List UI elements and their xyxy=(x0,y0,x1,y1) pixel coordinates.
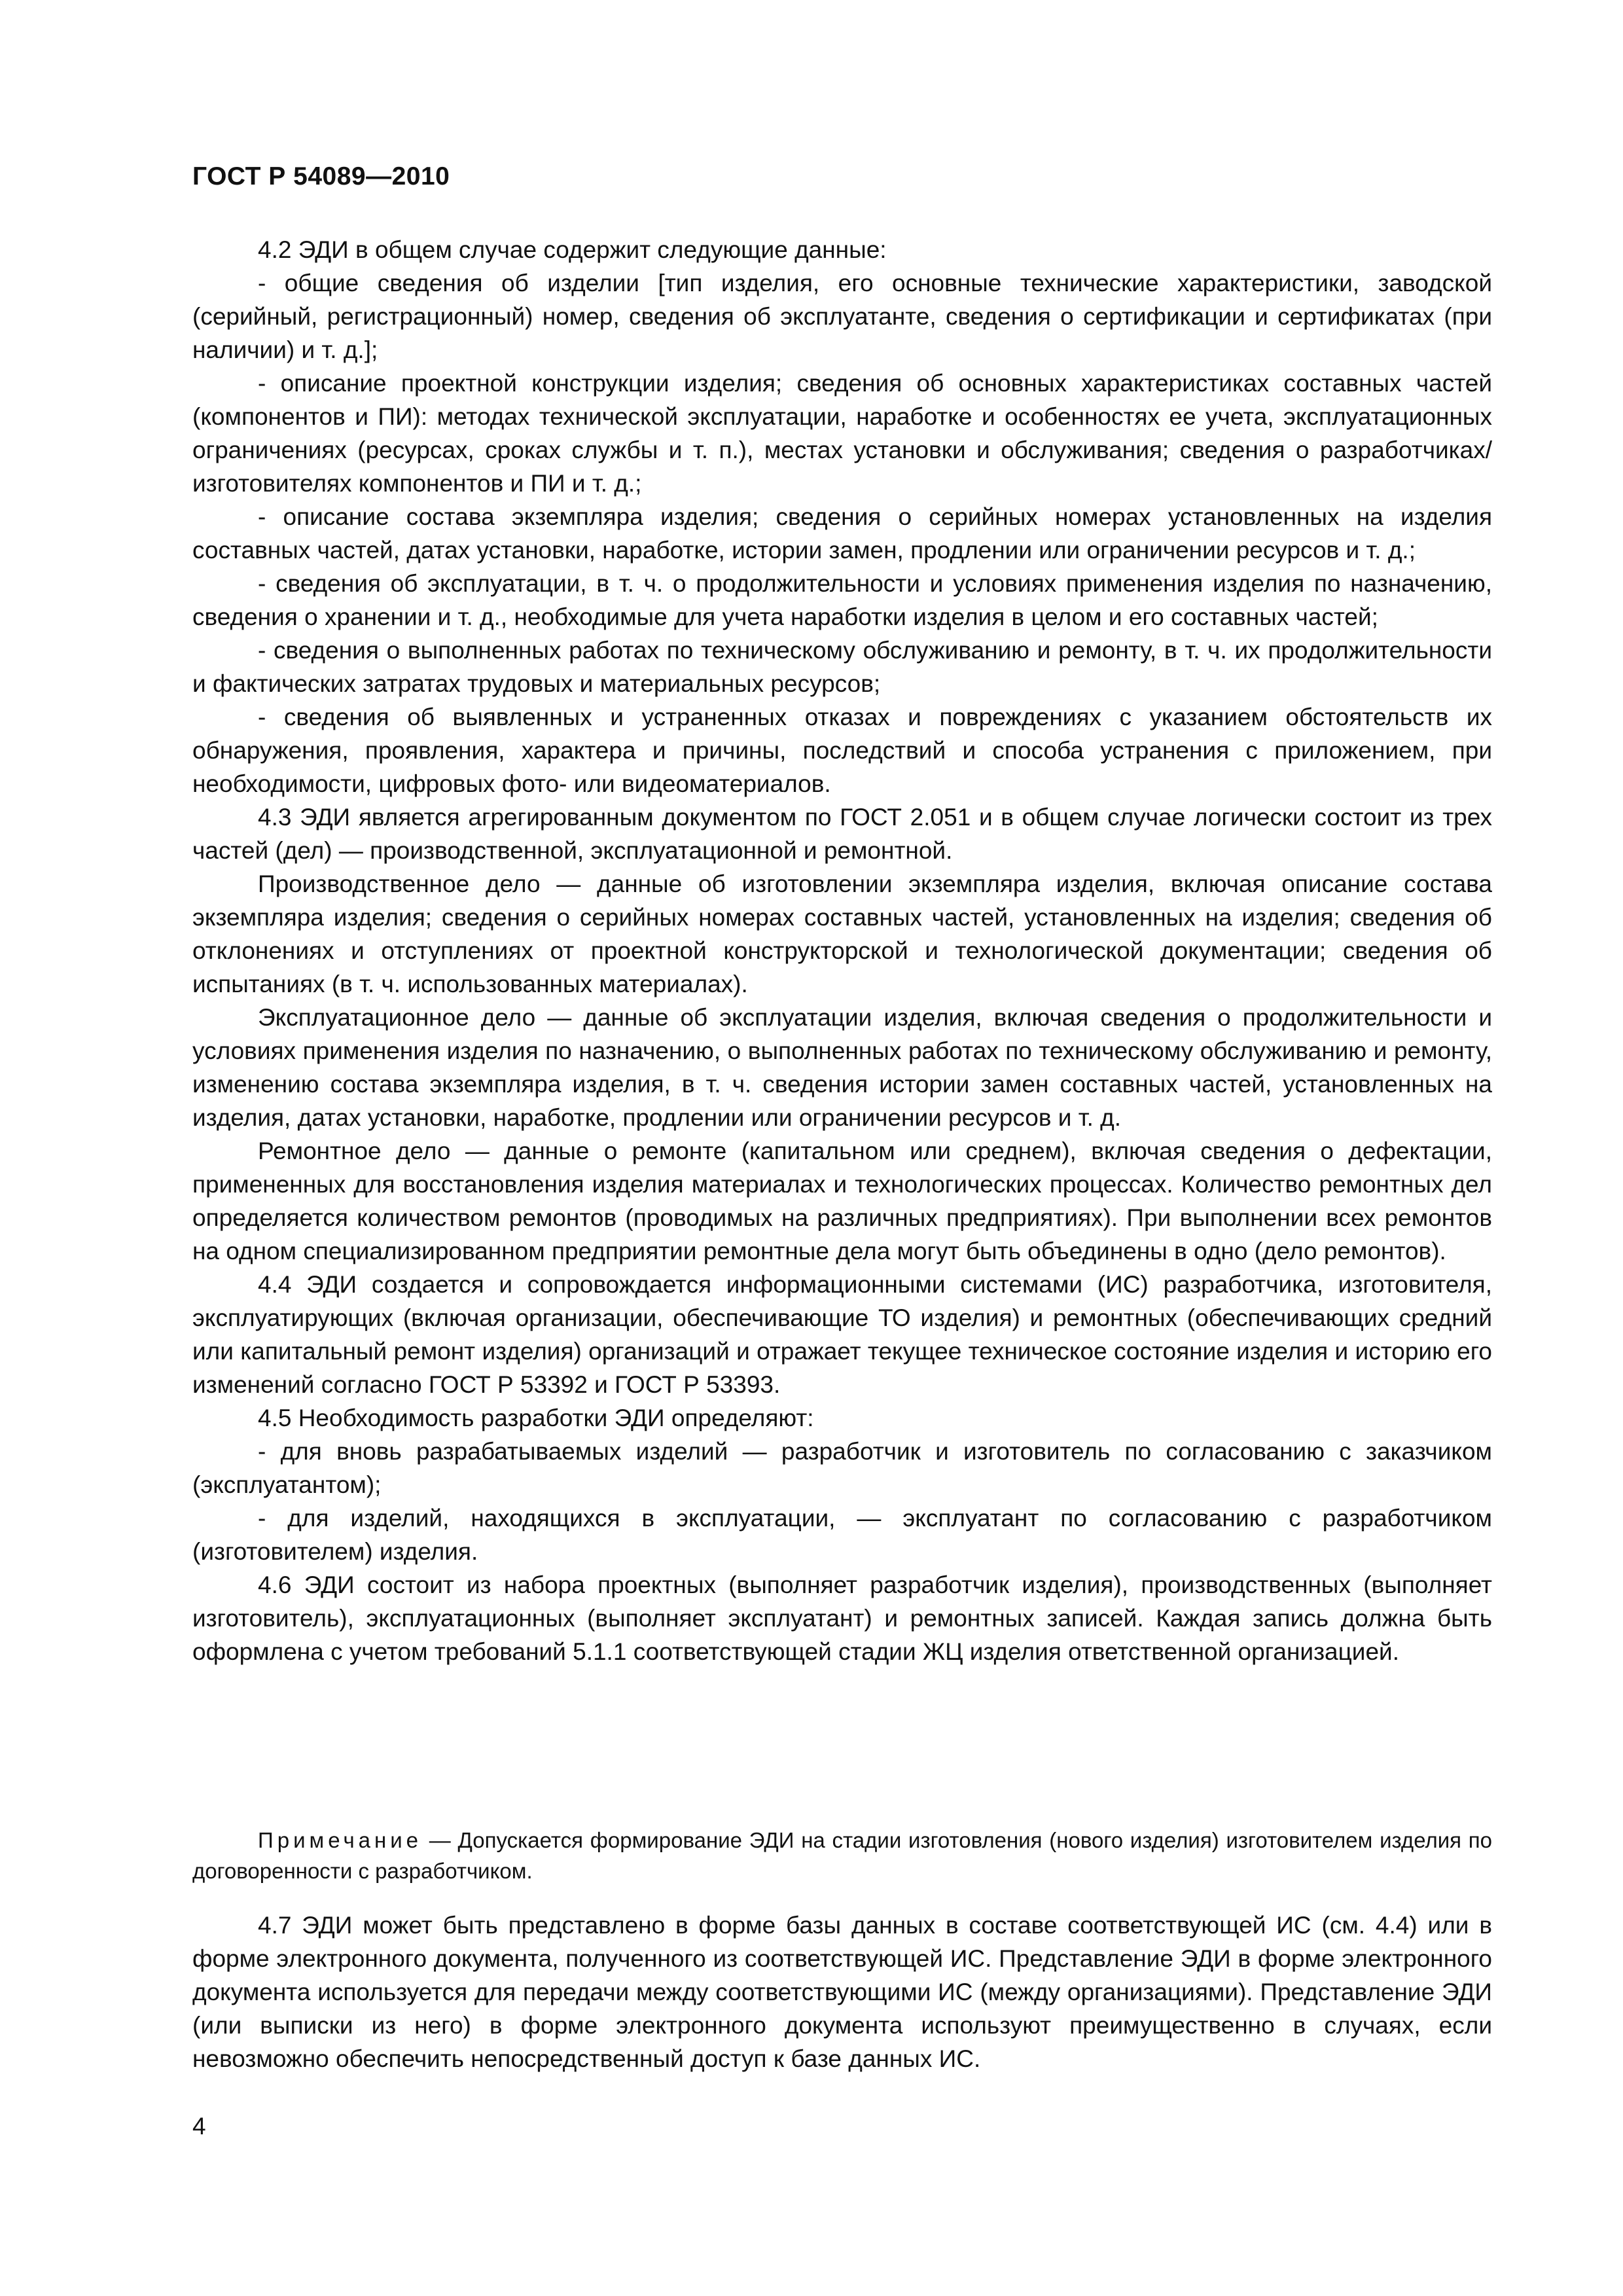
closing-text xyxy=(192,1909,1492,2075)
paragraph-production-file: Производственное дело — данные об изготовлении экземпляра изделия, включая описание состава экземпляра изделия; сведения о серийных номерах составных частей, установленных на изделия; сведения об отклонениях и отступлениях от проектной конструкторской и технологической документации; сведения об испытаниях (в т. ч. использованных материалах). xyxy=(192,870,1492,997)
list-item-operated-products: - для изделий, находящихся в эксплуатации, — эксплуатант по согласованию с разработчиком (изготовителем) изделия. xyxy=(192,1505,1492,1565)
paragraph-4-2: 4.2 ЭДИ в общем случае содержит следующие данные: xyxy=(258,236,887,263)
list-item-maintenance-info: - сведения о выполненных работах по техническому обслуживанию и ремонту, в т. ч. их продолжительности и фактических затратах трудовых и материальных ресурсов; xyxy=(192,637,1492,697)
paragraph-4-7: 4.7 ЭДИ может быть представлено в форме базы данных в составе соответствующей ИС (см. 4.4) или в форме электронного документа, полученного из соответствующей ИС. Представление ЭДИ в форме электронного документа используется для передачи между соответствующими ИС (между организациями). Представление ЭДИ (или выписки из него) в форме электронного документа используют преимущественно в случаях, если невозможно обеспечить непосредственный доступ к базе данных ИС. xyxy=(192,1912,1492,2072)
note-paragraph xyxy=(192,1825,1492,1886)
paragraph-4-6: 4.6 ЭДИ состоит из набора проектных (выполняет разработчик изделия), производственных (выполняет изготовитель), эксплуатационных (выполняет эксплуатант) и ремонтных записей. Каждая запись должна быть оформлена с учетом требований 5.1.1 соответствующей стадии ЖЦ изделия ответственной организацией. xyxy=(192,1571,1492,1665)
note-text: — Допускается формирование ЭДИ на стадии изготовления (нового изделия) изготовителем изделия по договоренности с разработчиком. xyxy=(192,1828,1492,1883)
list-item-instance-composition: - описание состава экземпляра изделия; сведения о серийных номерах установленных на изделия составных частей, датах установки, наработке, истории замен, продлении или ограничении ресурсов и т. д.; xyxy=(192,503,1492,564)
paragraph-4-5: 4.5 Необходимость разработки ЭДИ определяют: xyxy=(258,1405,814,1431)
list-item-failures-info: - сведения об выявленных и устраненных отказах и повреждениях с указанием обстоятельств их обнаружения, проявления, характера и причины, последствий и способа устранения с приложением, при необходимости, цифровых фото- или видеоматериалов. xyxy=(192,704,1492,797)
list-item-operation-info: - сведения об эксплуатации, в т. ч. о продолжительности и условиях применения изделия по назначению, сведения о хранении и т. д., необходимые для учета наработки изделия в целом и его составных частей; xyxy=(192,570,1492,630)
paragraph-operation-file: Эксплуатационное дело — данные об эксплуатации изделия, включая сведения о продолжительности и условиях применения изделия по назначению, о выполненных работах по техническому обслуживанию и ремонту, изменению состава экземпляра изделия, в т. ч. сведения истории замен составных частей, установленных на изделия, датах установки, наработке, продлении или ограничении ресурсов и т. д. xyxy=(192,1004,1492,1131)
document-code-header: ГОСТ Р 54089—2010 xyxy=(192,162,450,190)
paragraph-4-3: 4.3 ЭДИ является агрегированным документом по ГОСТ 2.051 и в общем случае логически состоит из трех частей (дел) — производственной, эксплуатационной и ремонтной. xyxy=(192,804,1492,864)
main-text xyxy=(192,233,1492,1668)
page-number: 4 xyxy=(192,2113,206,2140)
paragraph-repair-file: Ремонтное дело — данные о ремонте (капитальном или среднем), включая сведения о дефектации, примененных для восстановления изделия материалах и технологических процессах. Количество ремонтных дел определяется количеством ремонтов (проводимых на различных предприятиях). При выполнении всех ремонтов на одном специализированном предприятии ремонтные дела могут быть объединены в одно (дело ремонтов). xyxy=(192,1138,1492,1265)
list-item-design-description: - описание проектной конструкции изделия; сведения об основных характеристиках составных частей (компонентов и ПИ): методах технической эксплуатации, наработке и особенностях ее учета, эксплуатационных ограничениях (ресурсах, сроках службы и т. п.), местах установки и обслуживания; сведения о разработчиках/изготовителях компонентов и ПИ и т. д.; xyxy=(192,370,1492,497)
note-label: Примечание xyxy=(258,1828,423,1852)
list-item-general-info: - общие сведения об изделии [тип изделия, его основные технические характеристики, заводской (серийный, регистрационный) номер, сведения об эксплуатанте, сведения о сертификации и сертификатах (при наличии) и т. д.]; xyxy=(192,270,1492,363)
list-item-new-products: - для вновь разрабатываемых изделий — разработчик и изготовитель по согласованию с заказчиком (эксплуатантом); xyxy=(192,1438,1492,1498)
paragraph-4-4: 4.4 ЭДИ создается и сопровождается информационными системами (ИС) разработчика, изготовителя, эксплуатирующих (включая организации, обеспечивающие ТО изделия) и ремонтных (обеспечивающих средний или капитальный ремонт изделия) организаций и отражает текущее техническое состояние изделия и историю его изменений согласно ГОСТ Р 53392 и ГОСТ Р 53393. xyxy=(192,1271,1492,1398)
note-block xyxy=(192,1825,1492,1886)
